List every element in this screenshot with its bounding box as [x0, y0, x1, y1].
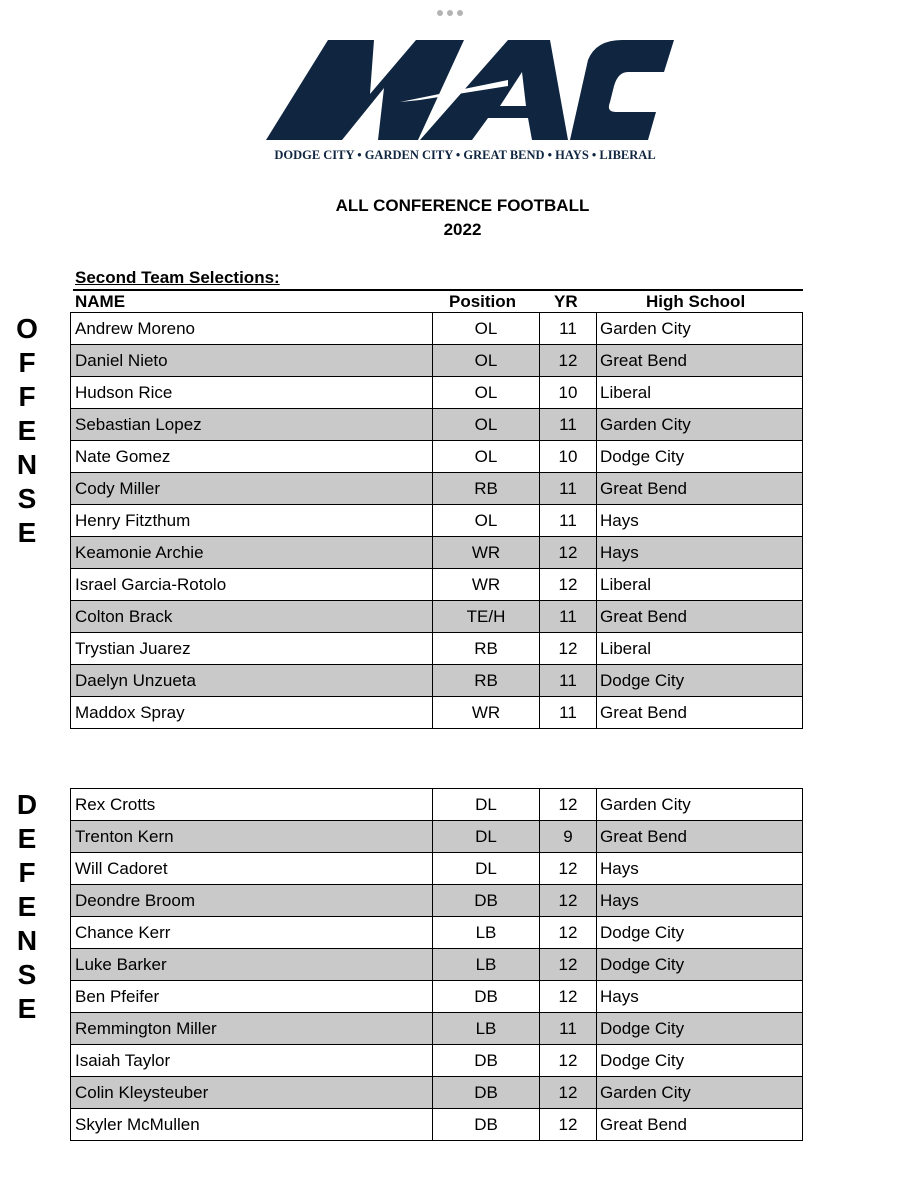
player-position: RB — [433, 665, 540, 697]
player-school: Garden City — [597, 409, 803, 441]
player-year: 12 — [540, 1045, 597, 1077]
column-header-position: Position — [449, 292, 517, 311]
player-name: Daelyn Unzueta — [71, 665, 433, 697]
table-row — [71, 473, 803, 505]
player-year: 12 — [540, 917, 597, 949]
player-year: 12 — [540, 981, 597, 1013]
table-row — [71, 917, 803, 949]
table-row — [71, 377, 803, 409]
player-name: Hudson Rice — [71, 377, 433, 409]
label-letter: D — [16, 789, 38, 820]
label-letter: E — [17, 891, 37, 922]
label-letter: S — [17, 959, 37, 990]
player-school: Hays — [597, 537, 803, 569]
table-row — [71, 345, 803, 377]
player-position: DB — [433, 1077, 540, 1109]
player-year: 9 — [540, 821, 597, 853]
table-row — [71, 537, 803, 569]
player-name: Israel Garcia-Rotolo — [71, 569, 433, 601]
player-school: Liberal — [597, 569, 803, 601]
player-position: DL — [433, 853, 540, 885]
table-row — [71, 949, 803, 981]
player-year: 12 — [540, 345, 597, 377]
label-letter: E — [17, 517, 37, 548]
more-options-icon[interactable] — [437, 9, 463, 17]
table-row — [71, 821, 803, 853]
player-name: Trenton Kern — [71, 821, 433, 853]
player-school: Great Bend — [597, 345, 803, 377]
player-year: 11 — [540, 1013, 597, 1045]
player-school: Hays — [597, 885, 803, 917]
player-year: 12 — [540, 537, 597, 569]
player-year: 11 — [540, 665, 597, 697]
player-school: Dodge City — [597, 949, 803, 981]
player-position: WR — [433, 537, 540, 569]
player-school: Dodge City — [597, 1045, 803, 1077]
player-school: Great Bend — [597, 473, 803, 505]
player-position: OL — [433, 345, 540, 377]
label-letter: O — [16, 313, 38, 344]
player-name: Sebastian Lopez — [71, 409, 433, 441]
label-letter: F — [18, 347, 36, 378]
player-year: 11 — [540, 409, 597, 441]
player-school: Garden City — [597, 313, 803, 345]
player-school: Hays — [597, 853, 803, 885]
player-name: Daniel Nieto — [71, 345, 433, 377]
table-row — [71, 633, 803, 665]
player-school: Hays — [597, 981, 803, 1013]
player-name: Henry Fitzthum — [71, 505, 433, 537]
table-row — [71, 409, 803, 441]
table-row — [71, 1077, 803, 1109]
table-row — [71, 1109, 803, 1141]
player-school: Great Bend — [597, 697, 803, 729]
table-row — [71, 981, 803, 1013]
player-year: 11 — [540, 601, 597, 633]
player-school: Dodge City — [597, 665, 803, 697]
table-row — [71, 505, 803, 537]
player-year: 11 — [540, 505, 597, 537]
label-letter: N — [16, 449, 38, 480]
player-position: OL — [433, 409, 540, 441]
player-year: 12 — [540, 885, 597, 917]
player-name: Skyler McMullen — [71, 1109, 433, 1141]
label-letter: N — [16, 925, 38, 956]
player-name: Trystian Juarez — [71, 633, 433, 665]
player-name: Deondre Broom — [71, 885, 433, 917]
table-row — [71, 441, 803, 473]
column-header-yr: YR — [554, 292, 578, 311]
player-name: Colton Brack — [71, 601, 433, 633]
player-position: OL — [433, 441, 540, 473]
player-school: Liberal — [597, 633, 803, 665]
logo-tagline: DODGE CITY • GARDEN CITY • GREAT BEND • HAYS • LIBERAL — [274, 148, 656, 162]
player-name: Chance Kerr — [71, 917, 433, 949]
player-year: 12 — [540, 789, 597, 821]
player-year: 12 — [540, 853, 597, 885]
wac-logo — [250, 36, 680, 166]
player-position: OL — [433, 505, 540, 537]
player-name: Maddox Spray — [71, 697, 433, 729]
player-year: 12 — [540, 949, 597, 981]
table-row — [71, 313, 803, 345]
player-position: TE/H — [433, 601, 540, 633]
defense-table — [70, 788, 803, 1141]
player-year: 11 — [540, 473, 597, 505]
player-year: 10 — [540, 377, 597, 409]
player-year: 10 — [540, 441, 597, 473]
offense-vertical-label — [14, 312, 40, 550]
player-school: Garden City — [597, 789, 803, 821]
label-letter: S — [17, 483, 37, 514]
table-row — [71, 697, 803, 729]
header-divider — [73, 289, 803, 291]
player-position: RB — [433, 473, 540, 505]
defense-vertical-label — [14, 788, 40, 1026]
player-name: Remmington Miller — [71, 1013, 433, 1045]
player-position: LB — [433, 917, 540, 949]
player-position: DB — [433, 1045, 540, 1077]
player-position: WR — [433, 697, 540, 729]
player-year: 12 — [540, 569, 597, 601]
player-name: Cody Miller — [71, 473, 433, 505]
player-name: Nate Gomez — [71, 441, 433, 473]
player-position: OL — [433, 313, 540, 345]
label-letter: E — [17, 415, 37, 446]
player-position: DB — [433, 885, 540, 917]
player-position: RB — [433, 633, 540, 665]
player-school: Great Bend — [597, 1109, 803, 1141]
player-year: 12 — [540, 1077, 597, 1109]
player-year: 11 — [540, 697, 597, 729]
label-letter: E — [17, 993, 37, 1024]
player-position: LB — [433, 1013, 540, 1045]
table-row — [71, 665, 803, 697]
player-school: Great Bend — [597, 601, 803, 633]
label-letter: F — [18, 857, 36, 888]
player-name: Isaiah Taylor — [71, 1045, 433, 1077]
player-school: Garden City — [597, 1077, 803, 1109]
table-row — [71, 569, 803, 601]
column-header-name: NAME — [75, 292, 126, 311]
player-position: WR — [433, 569, 540, 601]
player-name: Rex Crotts — [71, 789, 433, 821]
table-row — [71, 885, 803, 917]
table-row — [71, 1013, 803, 1045]
player-school: Great Bend — [597, 821, 803, 853]
player-name: Colin Kleysteuber — [71, 1077, 433, 1109]
player-school: Hays — [597, 505, 803, 537]
section-title: Second Team Selections: — [75, 268, 280, 287]
player-position: LB — [433, 949, 540, 981]
label-letter: F — [18, 381, 36, 412]
offense-table — [70, 312, 803, 729]
document-year: 2022 — [443, 220, 482, 239]
player-position: DL — [433, 821, 540, 853]
table-row — [71, 601, 803, 633]
player-school: Dodge City — [597, 917, 803, 949]
player-name: Ben Pfeifer — [71, 981, 433, 1013]
player-position: DB — [433, 981, 540, 1013]
player-year: 11 — [540, 313, 597, 345]
player-school: Liberal — [597, 377, 803, 409]
label-letter: E — [17, 823, 37, 854]
player-name: Will Cadoret — [71, 853, 433, 885]
player-name: Andrew Moreno — [71, 313, 433, 345]
table-row — [71, 853, 803, 885]
table-row — [71, 789, 803, 821]
player-year: 12 — [540, 1109, 597, 1141]
player-name: Keamonie Archie — [71, 537, 433, 569]
player-name: Luke Barker — [71, 949, 433, 981]
player-year: 12 — [540, 633, 597, 665]
column-header-school: High School — [646, 292, 746, 311]
player-position: DB — [433, 1109, 540, 1141]
player-position: OL — [433, 377, 540, 409]
document-title: ALL CONFERENCE FOOTBALL — [335, 196, 590, 215]
player-school: Dodge City — [597, 441, 803, 473]
player-position: DL — [433, 789, 540, 821]
player-school: Dodge City — [597, 1013, 803, 1045]
table-row — [71, 1045, 803, 1077]
